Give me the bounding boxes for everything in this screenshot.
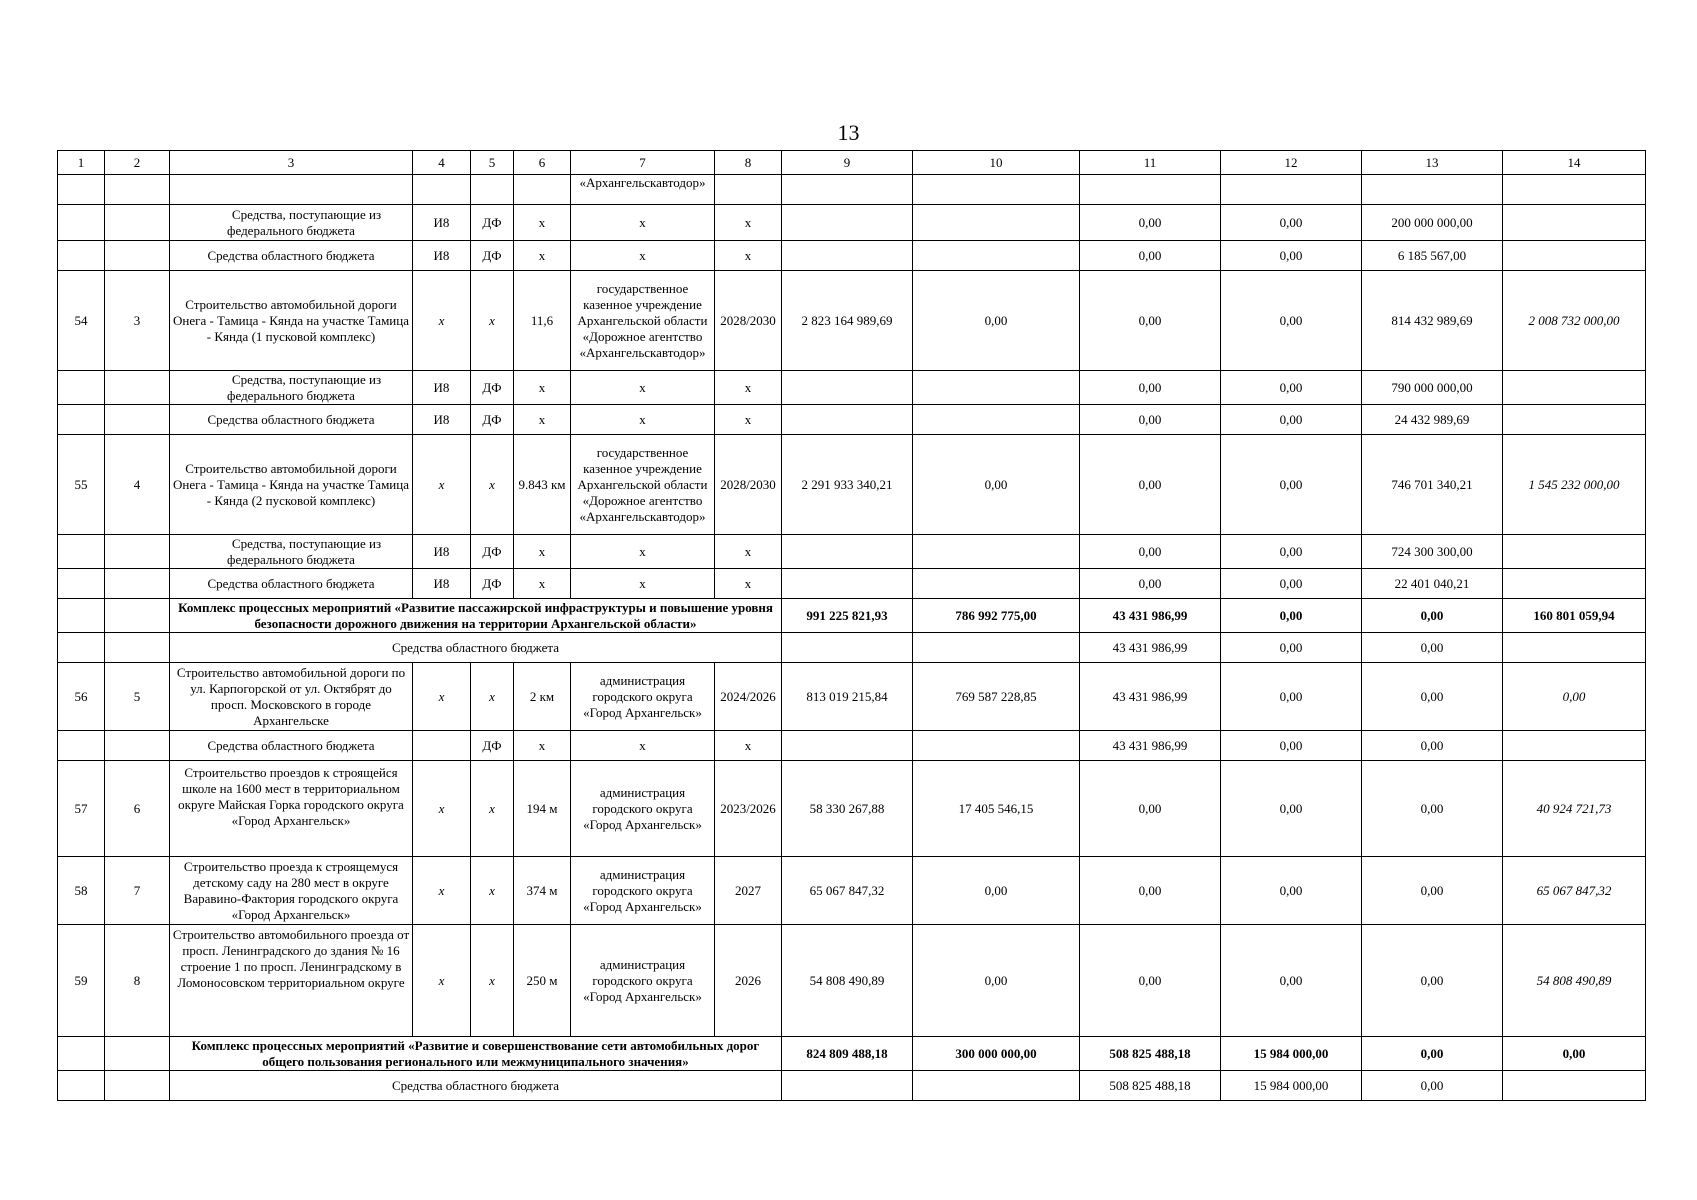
cell-name: Средства областного бюджета xyxy=(170,569,413,599)
cell-name: Средства, поступающие из федерального бюджета xyxy=(170,371,413,405)
cell-number xyxy=(58,405,105,435)
cell-complex-name: Комплекс процессных мероприятий «Развитие и совершенствование сети автомобильных дорог общего пользования регионального или межмуниципального значения» xyxy=(170,1037,782,1071)
cell-years: х xyxy=(715,535,782,569)
cell-sub-number xyxy=(105,1071,170,1101)
cell-c9: 58 330 267,88 xyxy=(782,761,913,857)
cell-name: Строительство проезда к строящемуся детскому саду на 280 мест в округе Варавино-Фактория городского округа «Город Архангельск» xyxy=(170,857,413,925)
cell-c9 xyxy=(782,205,913,241)
column-header: 7 xyxy=(571,151,715,175)
column-header: 14 xyxy=(1503,151,1646,175)
cell-c6: х xyxy=(514,205,571,241)
cell-c10 xyxy=(913,205,1080,241)
cell-c9 xyxy=(782,1071,913,1101)
cell-c12: 0,00 xyxy=(1221,535,1362,569)
cell-c11: 43 431 986,99 xyxy=(1080,599,1221,633)
cell-c4: И8 xyxy=(413,569,471,599)
cell-c14: 65 067 847,32 xyxy=(1503,857,1646,925)
cell-name: Строительство автомобильного проезда от просп. Ленинградского до здания № 16 строение 1 по просп. Ленинградскому в Ломоносовском территориальном округе xyxy=(170,925,413,1037)
cell-c12: 0,00 xyxy=(1221,633,1362,663)
cell-c11: 0,00 xyxy=(1080,535,1221,569)
column-header: 13 xyxy=(1362,151,1503,175)
cell-number xyxy=(58,1071,105,1101)
cell-c12: 0,00 xyxy=(1221,761,1362,857)
budget-table xyxy=(57,150,1646,1101)
table-row xyxy=(58,569,1646,599)
cell-c12 xyxy=(1221,175,1362,205)
cell-executor: государственное казенное учреждение Архангельской области «Дорожное агентство «Архангельскавтодор» xyxy=(571,271,715,371)
cell-c11: 0,00 xyxy=(1080,925,1221,1037)
cell-c12: 0,00 xyxy=(1221,599,1362,633)
cell-c14: 160 801 059,94 xyxy=(1503,599,1646,633)
page-number: 13 xyxy=(837,120,860,145)
cell-number: 55 xyxy=(58,435,105,535)
cell-sub-number xyxy=(105,205,170,241)
cell-c6: 2 км xyxy=(514,663,571,731)
cell-c14: 0,00 xyxy=(1503,663,1646,731)
cell-c10 xyxy=(913,405,1080,435)
cell-c6: х xyxy=(514,405,571,435)
cell-c5: ДФ xyxy=(471,241,514,271)
cell-c4: И8 xyxy=(413,405,471,435)
table-row xyxy=(58,435,1646,535)
cell-c14: 0,00 xyxy=(1503,1037,1646,1071)
cell-c4: х xyxy=(413,761,471,857)
cell-c5: ДФ xyxy=(471,569,514,599)
cell-sub-number xyxy=(105,569,170,599)
cell-c10 xyxy=(913,535,1080,569)
column-header: 12 xyxy=(1221,151,1362,175)
cell-sub-number xyxy=(105,633,170,663)
cell-c13 xyxy=(1362,175,1503,205)
cell-years: 2024/2026 xyxy=(715,663,782,731)
cell-c6: 194 м xyxy=(514,761,571,857)
cell-name: Строительство проездов к строящейся школе на 1600 мест в территориальном округе Майская Горка городского округа «Город Архангельск» xyxy=(170,761,413,857)
table-row xyxy=(58,599,1646,633)
cell-c9 xyxy=(782,569,913,599)
cell-sub-number: 5 xyxy=(105,663,170,731)
table-row xyxy=(58,633,1646,663)
cell-number xyxy=(58,371,105,405)
cell-c13: 22 401 040,21 xyxy=(1362,569,1503,599)
cell-c12: 0,00 xyxy=(1221,405,1362,435)
cell-c9 xyxy=(782,633,913,663)
cell-sub-number xyxy=(105,599,170,633)
cell-executor: х xyxy=(571,535,715,569)
cell-c11: 0,00 xyxy=(1080,761,1221,857)
column-header: 8 xyxy=(715,151,782,175)
cell-c9: 2 823 164 989,69 xyxy=(782,271,913,371)
cell-executor: администрация городского округа «Город Архангельск» xyxy=(571,925,715,1037)
cell-c9 xyxy=(782,535,913,569)
cell-number: 56 xyxy=(58,663,105,731)
cell-c12: 0,00 xyxy=(1221,371,1362,405)
cell-c9 xyxy=(782,371,913,405)
cell-sub-number: 6 xyxy=(105,761,170,857)
cell-c13: 0,00 xyxy=(1362,925,1503,1037)
cell-c5: х xyxy=(471,925,514,1037)
cell-name: Средства областного бюджета xyxy=(170,731,413,761)
cell-c11: 43 431 986,99 xyxy=(1080,731,1221,761)
cell-c5: ДФ xyxy=(471,371,514,405)
cell-c4: х xyxy=(413,271,471,371)
table-row xyxy=(58,731,1646,761)
cell-number xyxy=(58,1037,105,1071)
cell-c14 xyxy=(1503,731,1646,761)
table-row xyxy=(58,271,1646,371)
cell-c10: 0,00 xyxy=(913,857,1080,925)
table-row xyxy=(58,1071,1646,1101)
cell-c11: 0,00 xyxy=(1080,241,1221,271)
cell-c11: 0,00 xyxy=(1080,371,1221,405)
cell-c5: х xyxy=(471,761,514,857)
cell-c10 xyxy=(913,371,1080,405)
cell-c13: 0,00 xyxy=(1362,663,1503,731)
cell-c12: 15 984 000,00 xyxy=(1221,1037,1362,1071)
cell-complex-name: Комплекс процессных мероприятий «Развитие пассажирской инфраструктуры и повышение уровня безопасности дорожного движения на территории Архангельской области» xyxy=(170,599,782,633)
cell-executor: администрация городского округа «Город Архангельск» xyxy=(571,761,715,857)
cell-c10 xyxy=(913,175,1080,205)
cell-c14: 2 008 732 000,00 xyxy=(1503,271,1646,371)
cell-c12: 15 984 000,00 xyxy=(1221,1071,1362,1101)
cell-c14 xyxy=(1503,569,1646,599)
cell-c5: х xyxy=(471,435,514,535)
cell-c10 xyxy=(913,731,1080,761)
cell-c13: 0,00 xyxy=(1362,857,1503,925)
cell-c11: 0,00 xyxy=(1080,271,1221,371)
cell-c11: 0,00 xyxy=(1080,435,1221,535)
cell-c9: 824 809 488,18 xyxy=(782,1037,913,1071)
table-row xyxy=(58,205,1646,241)
cell-c5: ДФ xyxy=(471,405,514,435)
column-header: 10 xyxy=(913,151,1080,175)
cell-c11: 508 825 488,18 xyxy=(1080,1071,1221,1101)
cell-c13: 0,00 xyxy=(1362,731,1503,761)
cell-c9 xyxy=(782,731,913,761)
table-row xyxy=(58,663,1646,731)
cell-executor: х xyxy=(571,731,715,761)
cell-executor: х xyxy=(571,371,715,405)
cell-c13: 200 000 000,00 xyxy=(1362,205,1503,241)
cell-number xyxy=(58,731,105,761)
cell-c4: И8 xyxy=(413,241,471,271)
cell-c13: 24 432 989,69 xyxy=(1362,405,1503,435)
cell-c13: 746 701 340,21 xyxy=(1362,435,1503,535)
cell-name: Строительство автомобильной дороги Онега - Тамица - Кянда на участке Тамица - Кянда (1 пусковой комплекс) xyxy=(170,271,413,371)
cell-c6: х xyxy=(514,241,571,271)
cell-c10: 300 000 000,00 xyxy=(913,1037,1080,1071)
cell-name: Средства, поступающие из федерального бюджета xyxy=(170,535,413,569)
cell-c13: 6 185 567,00 xyxy=(1362,241,1503,271)
column-header: 9 xyxy=(782,151,913,175)
cell-sub-number xyxy=(105,405,170,435)
cell-sub-number xyxy=(105,371,170,405)
cell-c12: 0,00 xyxy=(1221,663,1362,731)
cell-c11: 508 825 488,18 xyxy=(1080,1037,1221,1071)
cell-c5: ДФ xyxy=(471,535,514,569)
cell-c12: 0,00 xyxy=(1221,241,1362,271)
cell-number: 58 xyxy=(58,857,105,925)
cell-name: Строительство автомобильной дороги Онега - Тамица - Кянда на участке Тамица - Кянда (2 пусковой комплекс) xyxy=(170,435,413,535)
cell-sub-number xyxy=(105,175,170,205)
cell-executor: администрация городского округа «Город Архангельск» xyxy=(571,857,715,925)
cell-c13: 0,00 xyxy=(1362,1071,1503,1101)
column-header: 6 xyxy=(514,151,571,175)
table-row xyxy=(58,241,1646,271)
cell-sub-number: 8 xyxy=(105,925,170,1037)
cell-c12: 0,00 xyxy=(1221,857,1362,925)
cell-sub-number: 3 xyxy=(105,271,170,371)
cell-c13: 0,00 xyxy=(1362,1037,1503,1071)
cell-c11 xyxy=(1080,175,1221,205)
table-row xyxy=(58,1037,1646,1071)
cell-sub-number xyxy=(105,731,170,761)
cell-c13: 0,00 xyxy=(1362,761,1503,857)
cell-c14: 54 808 490,89 xyxy=(1503,925,1646,1037)
column-header: 4 xyxy=(413,151,471,175)
cell-c6: х xyxy=(514,535,571,569)
cell-c14 xyxy=(1503,205,1646,241)
cell-c9: 991 225 821,93 xyxy=(782,599,913,633)
cell-years: х xyxy=(715,241,782,271)
cell-c4: х xyxy=(413,857,471,925)
cell-c9 xyxy=(782,175,913,205)
cell-number xyxy=(58,633,105,663)
cell-c6: х xyxy=(514,371,571,405)
cell-c11: 43 431 986,99 xyxy=(1080,663,1221,731)
cell-years: 2028/2030 xyxy=(715,435,782,535)
cell-c14 xyxy=(1503,633,1646,663)
cell-c12: 0,00 xyxy=(1221,925,1362,1037)
cell-c6: 374 м xyxy=(514,857,571,925)
cell-c10: 0,00 xyxy=(913,271,1080,371)
cell-c14 xyxy=(1503,175,1646,205)
cell-c13: 0,00 xyxy=(1362,633,1503,663)
column-header: 1 xyxy=(58,151,105,175)
cell-executor: государственное казенное учреждение Архангельской области «Дорожное агентство «Архангельскавтодор» xyxy=(571,435,715,535)
cell-number xyxy=(58,205,105,241)
cell-c5: ДФ xyxy=(471,205,514,241)
cell-c10 xyxy=(913,1071,1080,1101)
cell-c4: х xyxy=(413,435,471,535)
cell-c12: 0,00 xyxy=(1221,569,1362,599)
cell-c5: ДФ xyxy=(471,731,514,761)
table-row xyxy=(58,535,1646,569)
cell-c5: х xyxy=(471,663,514,731)
cell-executor: администрация городского округа «Город Архангельск» xyxy=(571,663,715,731)
column-header: 11 xyxy=(1080,151,1221,175)
cell-c12: 0,00 xyxy=(1221,271,1362,371)
cell-years: 2028/2030 xyxy=(715,271,782,371)
column-header: 3 xyxy=(170,151,413,175)
cell-c10: 0,00 xyxy=(913,435,1080,535)
cell-sub-number xyxy=(105,1037,170,1071)
cell-c14 xyxy=(1503,371,1646,405)
cell-name: Средства областного бюджета xyxy=(170,405,413,435)
cell-c11: 0,00 xyxy=(1080,205,1221,241)
cell-c10: 0,00 xyxy=(913,925,1080,1037)
cell-c14 xyxy=(1503,1071,1646,1101)
column-header: 2 xyxy=(105,151,170,175)
cell-number: 59 xyxy=(58,925,105,1037)
cell-executor: х xyxy=(571,569,715,599)
cell-years: 2027 xyxy=(715,857,782,925)
cell-c4 xyxy=(413,731,471,761)
cell-name: Средства, поступающие из федерального бюджета xyxy=(170,205,413,241)
cell-years xyxy=(715,175,782,205)
cell-executor: х xyxy=(571,241,715,271)
table-row xyxy=(58,857,1646,925)
cell-c6: 11,6 xyxy=(514,271,571,371)
cell-sub-number xyxy=(105,241,170,271)
cell-c13: 724 300 300,00 xyxy=(1362,535,1503,569)
cell-years: х xyxy=(715,731,782,761)
cell-c6: х xyxy=(514,731,571,761)
cell-c10: 786 992 775,00 xyxy=(913,599,1080,633)
cell-c9: 813 019 215,84 xyxy=(782,663,913,731)
cell-years: х xyxy=(715,205,782,241)
cell-c11: 43 431 986,99 xyxy=(1080,633,1221,663)
cell-years: х xyxy=(715,371,782,405)
cell-c5: х xyxy=(471,271,514,371)
cell-sub-number xyxy=(105,535,170,569)
table-row xyxy=(58,371,1646,405)
cell-c9 xyxy=(782,405,913,435)
cell-sub-number: 4 xyxy=(105,435,170,535)
cell-years: х xyxy=(715,569,782,599)
cell-c10 xyxy=(913,633,1080,663)
cell-c6: 9.843 км xyxy=(514,435,571,535)
table-row xyxy=(58,925,1646,1037)
table-row xyxy=(58,761,1646,857)
cell-number xyxy=(58,241,105,271)
cell-number: 57 xyxy=(58,761,105,857)
cell-c9 xyxy=(782,241,913,271)
cell-c12: 0,00 xyxy=(1221,435,1362,535)
cell-number xyxy=(58,599,105,633)
column-header: 5 xyxy=(471,151,514,175)
cell-c13: 790 000 000,00 xyxy=(1362,371,1503,405)
cell-number xyxy=(58,175,105,205)
cell-executor: «Архангельскавтодор» xyxy=(571,175,715,205)
cell-c4: И8 xyxy=(413,205,471,241)
cell-c4 xyxy=(413,175,471,205)
cell-number xyxy=(58,535,105,569)
cell-name: Средства областного бюджета xyxy=(170,241,413,271)
cell-number xyxy=(58,569,105,599)
cell-c14: 40 924 721,73 xyxy=(1503,761,1646,857)
cell-name: Средства областного бюджета xyxy=(170,633,782,663)
cell-name: Средства областного бюджета xyxy=(170,1071,782,1101)
cell-c5 xyxy=(471,175,514,205)
cell-sub-number: 7 xyxy=(105,857,170,925)
cell-c4: х xyxy=(413,663,471,731)
cell-c12: 0,00 xyxy=(1221,731,1362,761)
cell-c14: 1 545 232 000,00 xyxy=(1503,435,1646,535)
cell-c13: 0,00 xyxy=(1362,599,1503,633)
cell-executor: х xyxy=(571,405,715,435)
cell-c5: х xyxy=(471,857,514,925)
table-row xyxy=(58,405,1646,435)
cell-c14 xyxy=(1503,535,1646,569)
cell-c10 xyxy=(913,241,1080,271)
cell-c11: 0,00 xyxy=(1080,405,1221,435)
cell-name: Строительство автомобильной дороги по ул. Карпогорской от ул. Октябрят до просп. Московского в городе Архангельске xyxy=(170,663,413,731)
cell-c10: 17 405 546,15 xyxy=(913,761,1080,857)
cell-c6: 250 м xyxy=(514,925,571,1037)
cell-years: х xyxy=(715,405,782,435)
cell-executor: х xyxy=(571,205,715,241)
table-row xyxy=(58,175,1646,205)
cell-name xyxy=(170,175,413,205)
header-row xyxy=(58,151,1646,175)
cell-c4: х xyxy=(413,925,471,1037)
cell-c10 xyxy=(913,569,1080,599)
cell-c9: 65 067 847,32 xyxy=(782,857,913,925)
cell-c10: 769 587 228,85 xyxy=(913,663,1080,731)
cell-c9: 54 808 490,89 xyxy=(782,925,913,1037)
cell-c4: И8 xyxy=(413,371,471,405)
cell-c9: 2 291 933 340,21 xyxy=(782,435,913,535)
cell-c14 xyxy=(1503,405,1646,435)
cell-number: 54 xyxy=(58,271,105,371)
cell-c4: И8 xyxy=(413,535,471,569)
cell-years: 2023/2026 xyxy=(715,761,782,857)
cell-c6: х xyxy=(514,569,571,599)
cell-c14 xyxy=(1503,241,1646,271)
cell-years: 2026 xyxy=(715,925,782,1037)
cell-c13: 814 432 989,69 xyxy=(1362,271,1503,371)
cell-c6 xyxy=(514,175,571,205)
cell-c11: 0,00 xyxy=(1080,569,1221,599)
cell-c12: 0,00 xyxy=(1221,205,1362,241)
cell-c11: 0,00 xyxy=(1080,857,1221,925)
